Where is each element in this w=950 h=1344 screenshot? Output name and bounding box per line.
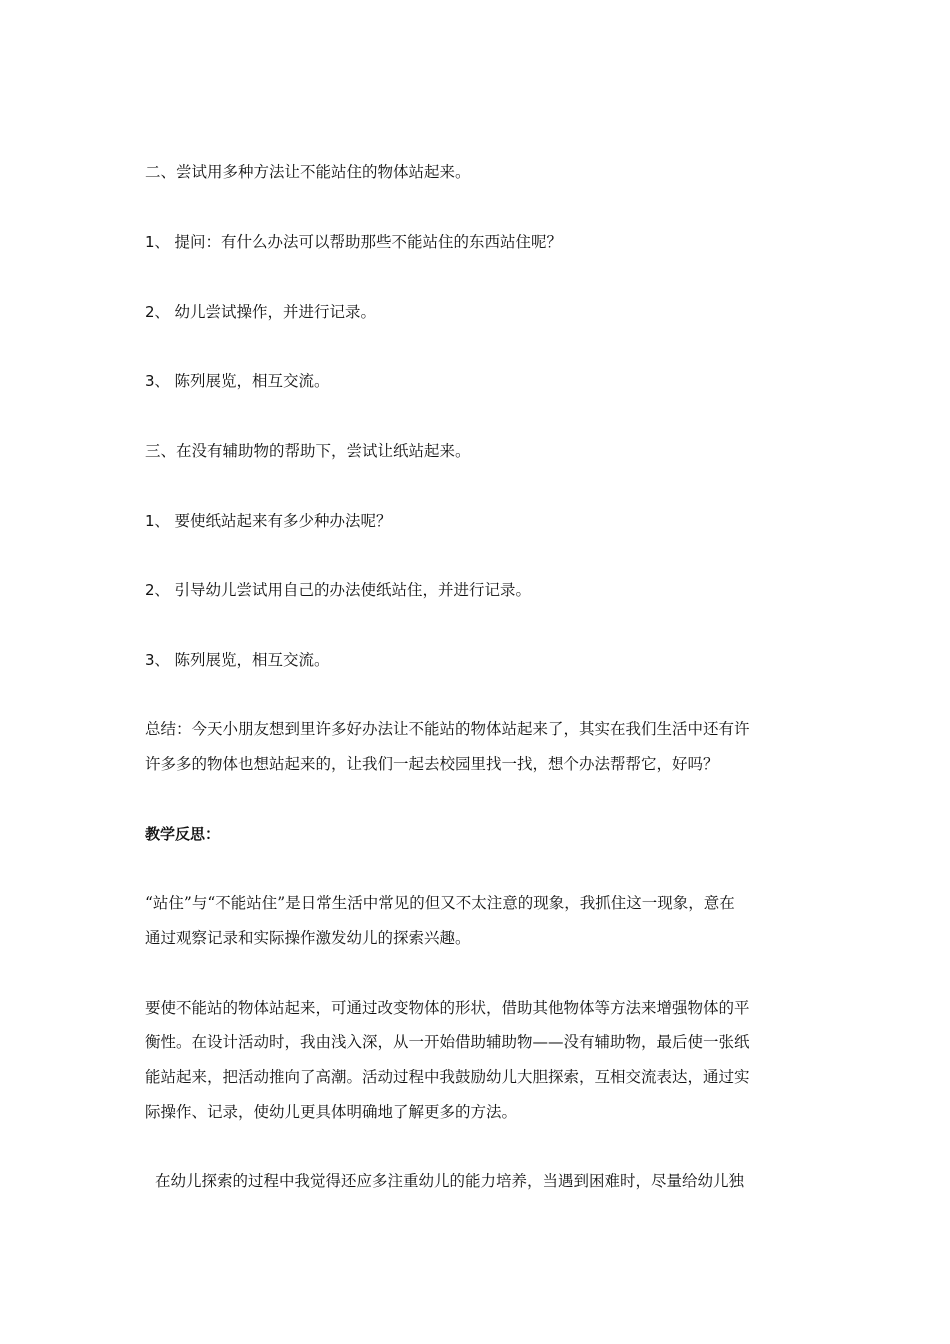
paragraph-2-line-3: 能站起来，把活动推向了高潮。活动过程中我鼓励幼儿大胆探索，互相交流表达，通过实 [145, 1068, 750, 1086]
item-text: 陈列展览，相互交流。 [174, 651, 330, 669]
paragraph-1-line-1: “站住”与“不能站住”是日常生活中常见的但又不太注意的现象，我抓住这一现象，意在 [145, 894, 735, 912]
paragraph-1-line-2: 通过观察记录和实际操作激发幼儿的探索兴趣。 [145, 929, 471, 947]
section-3-item-2 [145, 580, 810, 600]
item-text: 幼儿尝试操作，并进行记录。 [174, 303, 376, 321]
paragraph-2-line-4: 际操作、记录，使幼儿更具体明确地了解更多的方法。 [145, 1103, 518, 1121]
item-text: 提问：有什么办法可以帮助那些不能站住的东西站住呢？ [174, 233, 562, 251]
item-number: 1、 [145, 512, 170, 530]
item-text: 陈列展览，相互交流。 [174, 372, 330, 390]
section-3-item-1 [145, 511, 810, 531]
paragraph-3-line-1: 在幼儿探索的过程中我觉得还应多注重幼儿的能力培养，当遇到困难时，尽量给幼儿独 [155, 1172, 745, 1190]
summary-line-1: 总结：今天小朋友想到里许多好办法让不能站的物体站起来了，其实在我们生活中还有许 [145, 720, 750, 738]
item-number: 3、 [145, 651, 170, 669]
section-2-heading: 二、尝试用多种方法让不能站住的物体站起来。 [145, 163, 471, 181]
paragraph-2-line-1: 要使不能站的物体站起来，可通过改变物体的形状，借助其他物体等方法来增强物体的平 [145, 999, 750, 1017]
item-number: 2、 [145, 581, 170, 599]
reflection-title: 教学反思： [145, 825, 221, 843]
section-2-item-2 [145, 302, 810, 322]
item-text: 引导幼儿尝试用自己的办法使纸站住，并进行记录。 [174, 581, 531, 599]
item-text: 要使纸站起来有多少种办法呢？ [174, 512, 392, 530]
section-3-heading: 三、在没有辅助物的帮助下，尝试让纸站起来。 [145, 442, 471, 460]
item-number: 3、 [145, 372, 170, 390]
section-2-item-1 [145, 232, 810, 252]
paragraph-2-line-2: 衡性。在设计活动时，我由浅入深，从一开始借助辅助物——没有辅助物，最后使一张纸 [145, 1033, 750, 1051]
section-2-item-3 [145, 371, 810, 391]
item-number: 1、 [145, 233, 170, 251]
summary-line-2: 许多多的物体也想站起来的，让我们一起去校园里找一找，想个办法帮帮它，好吗？ [145, 755, 719, 773]
section-3-item-3 [145, 650, 810, 670]
item-number: 2、 [145, 303, 170, 321]
